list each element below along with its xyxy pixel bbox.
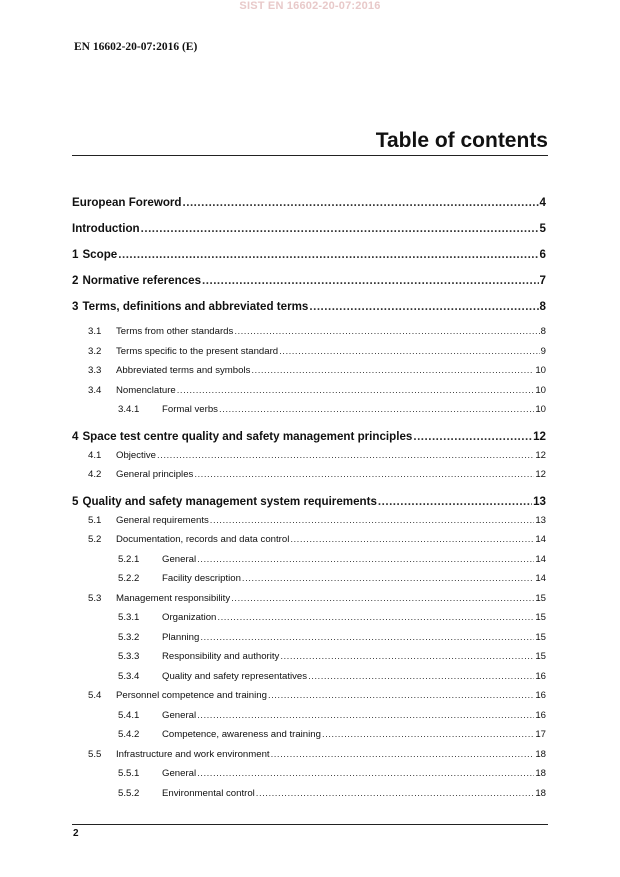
toc-entry[interactable]	[72, 729, 546, 740]
dot-leader	[413, 430, 532, 443]
toc-entry-page: 17	[535, 729, 546, 740]
toc-entry[interactable]	[72, 612, 546, 623]
toc-entry-label: Terms, definitions and abbreviated terms	[82, 300, 309, 313]
watermark: SIST EN 16602-20-07:2016	[239, 0, 381, 12]
toc-entry[interactable]	[72, 385, 546, 396]
toc-entry[interactable]	[72, 671, 546, 682]
dot-leader	[322, 729, 534, 740]
toc-entry-label: Responsibility and authority	[162, 651, 280, 662]
toc-entry-label: Formal verbs	[162, 404, 218, 415]
dot-leader	[251, 365, 534, 376]
toc-entry[interactable]	[72, 196, 546, 209]
toc-entry-page: 16	[535, 690, 546, 701]
toc-entry[interactable]	[72, 573, 546, 584]
page-title: Table of contents	[375, 129, 548, 152]
toc-entry-page: 6	[539, 248, 546, 261]
footer-divider	[72, 824, 548, 825]
toc-entry-number: 5.2	[88, 534, 102, 545]
toc-entry-page: 10	[535, 365, 546, 376]
toc-entry-number: 5.3	[88, 593, 102, 604]
toc-entry-number: 5.3.4	[118, 671, 140, 682]
toc-entry-number: 3	[72, 300, 79, 313]
dot-leader	[197, 768, 534, 779]
dot-leader	[279, 346, 540, 357]
toc-entry-page: 10	[535, 404, 546, 415]
page-number: 2	[73, 828, 79, 839]
toc-entry[interactable]	[72, 788, 546, 799]
toc-entry-label: General	[162, 554, 197, 565]
toc-entry-number: 5.4	[88, 690, 102, 701]
toc-entry-label: Planning	[162, 632, 200, 643]
toc-entry-number: 5.4.2	[118, 729, 140, 740]
toc-entry-label: Facility description	[162, 573, 241, 584]
toc-entry[interactable]	[72, 749, 546, 760]
dot-leader	[309, 300, 538, 313]
toc-entry-label: Documentation, records and data control	[116, 534, 290, 545]
toc-entry[interactable]	[72, 248, 546, 261]
toc-entry-number: 3.4	[88, 385, 102, 396]
toc-entry-number: 3.1	[88, 326, 102, 337]
toc-entry-number: 4	[72, 430, 79, 443]
toc-entry-number: 5.3.2	[118, 632, 140, 643]
document-id: EN 16602-20-07:2016 (E)	[74, 41, 198, 53]
toc-entry-page: 12	[533, 430, 546, 443]
toc-entry[interactable]	[72, 326, 546, 337]
dot-leader	[118, 248, 538, 261]
toc-entry-label: Personnel competence and training	[116, 690, 267, 701]
toc-entry-label: Quality and safety management system requirements	[82, 495, 377, 508]
toc-entry[interactable]	[72, 495, 546, 508]
toc-entry[interactable]	[72, 365, 546, 376]
toc-entry[interactable]	[72, 430, 546, 443]
toc-entry-page: 12	[535, 450, 546, 461]
dot-leader	[231, 593, 534, 604]
toc-entry-page: 12	[535, 469, 546, 480]
dot-leader	[183, 196, 539, 209]
toc-entry-label: Organization	[162, 612, 217, 623]
toc-entry[interactable]	[72, 469, 546, 480]
toc-entry-label: General principles	[116, 469, 194, 480]
toc-entry-page: 13	[533, 495, 546, 508]
toc-entry[interactable]	[72, 534, 546, 545]
toc-entry-number: 5.2.1	[118, 554, 140, 565]
toc-entry[interactable]	[72, 404, 546, 415]
dot-leader	[200, 632, 534, 643]
toc-entry-label: General	[162, 710, 197, 721]
toc-entry-label: Space test centre quality and safety management principles	[82, 430, 413, 443]
toc-entry-page: 15	[535, 593, 546, 604]
toc-entry[interactable]	[72, 346, 546, 357]
toc-entry-page: 14	[535, 534, 546, 545]
toc-entry-label: Infrastructure and work environment	[116, 749, 270, 760]
dot-leader	[197, 710, 534, 721]
toc-entry-page: 18	[535, 749, 546, 760]
toc-entry-page: 15	[535, 651, 546, 662]
dot-leader	[308, 671, 534, 682]
toc-entry-page: 4	[539, 196, 546, 209]
toc-entry-page: 16	[535, 671, 546, 682]
toc-entry-number: 2	[72, 274, 79, 287]
toc-entry-label: Normative references	[82, 274, 202, 287]
toc-entry-label: European Foreword	[72, 196, 182, 209]
toc-entry[interactable]	[72, 515, 546, 526]
toc-entry-label: Nomenclature	[116, 385, 176, 396]
toc-entry-number: 4.1	[88, 450, 102, 461]
dot-leader	[177, 385, 535, 396]
toc-entry-page: 8	[539, 300, 546, 313]
dot-leader	[210, 515, 535, 526]
toc-entry-page: 15	[535, 612, 546, 623]
toc-entry-number: 5.5	[88, 749, 102, 760]
dot-leader	[290, 534, 534, 545]
toc-entry-label: Abbreviated terms and symbols	[116, 365, 251, 376]
toc-entry-number: 3.3	[88, 365, 102, 376]
toc-entry-label: Introduction	[72, 222, 140, 235]
toc-entry[interactable]	[72, 274, 546, 287]
toc-entry-page: 13	[535, 515, 546, 526]
toc-entry-number: 5.3.1	[118, 612, 140, 623]
toc-entry-label: Competence, awareness and training	[162, 729, 321, 740]
dot-leader	[202, 274, 539, 287]
dot-leader	[219, 404, 534, 415]
toc-entry-number: 5.5.2	[118, 788, 140, 799]
toc-entry-number: 5.2.2	[118, 573, 140, 584]
dot-leader	[280, 651, 534, 662]
toc-entry-page: 14	[535, 573, 546, 584]
toc-entry-page: 5	[539, 222, 546, 235]
toc-entry-number: 4.2	[88, 469, 102, 480]
toc-entry-page: 8	[540, 326, 546, 337]
toc-entry-page: 15	[535, 632, 546, 643]
toc-entry[interactable]	[72, 768, 546, 779]
toc-entry-number: 3.4.1	[118, 404, 140, 415]
toc-entry-label: Management responsibility	[116, 593, 231, 604]
toc-entry-page: 7	[539, 274, 546, 287]
toc-entry-page: 10	[535, 385, 546, 396]
dot-leader	[141, 222, 539, 235]
toc-entry-number: 5.4.1	[118, 710, 140, 721]
toc-entry-label: Scope	[82, 248, 118, 261]
dot-leader	[217, 612, 534, 623]
dot-leader	[256, 788, 535, 799]
toc-entry[interactable]	[72, 593, 546, 604]
toc-entry[interactable]	[72, 300, 546, 313]
dot-leader	[197, 554, 534, 565]
toc-entry-label: Objective	[116, 450, 156, 461]
toc-entry-page: 9	[540, 346, 546, 357]
dot-leader	[268, 690, 534, 701]
toc-entry-label: Terms specific to the present standard	[116, 346, 279, 357]
toc-entry-page: 16	[535, 710, 546, 721]
toc-entry[interactable]	[72, 450, 546, 461]
toc-entry[interactable]	[72, 554, 546, 565]
toc-entry-number: 5.5.1	[118, 768, 140, 779]
toc-entry-number: 5.3.3	[118, 651, 140, 662]
toc-entry-label: General	[162, 768, 197, 779]
toc-entry-number: 3.2	[88, 346, 102, 357]
toc-entry[interactable]	[72, 710, 546, 721]
dot-leader	[378, 495, 532, 508]
toc-entry-page: 14	[535, 554, 546, 565]
dot-leader	[271, 749, 535, 760]
toc-entry-number: 5.1	[88, 515, 102, 526]
dot-leader	[157, 450, 534, 461]
toc-entry-number: 5	[72, 495, 79, 508]
toc-entry[interactable]	[72, 690, 546, 701]
dot-leader	[242, 573, 534, 584]
dot-leader	[234, 326, 539, 337]
toc-entry[interactable]	[72, 632, 546, 643]
toc-entry-label: Terms from other standards	[116, 326, 234, 337]
toc-entry[interactable]	[72, 222, 546, 235]
toc-entry[interactable]	[72, 651, 546, 662]
toc-entry-page: 18	[535, 788, 546, 799]
toc-entry-label: Environmental control	[162, 788, 255, 799]
title-divider	[72, 155, 548, 156]
toc-entry-label: Quality and safety representatives	[162, 671, 308, 682]
dot-leader	[194, 469, 534, 480]
toc-entry-label: General requirements	[116, 515, 209, 526]
toc-entry-number: 1	[72, 248, 79, 261]
toc-entry-page: 18	[535, 768, 546, 779]
